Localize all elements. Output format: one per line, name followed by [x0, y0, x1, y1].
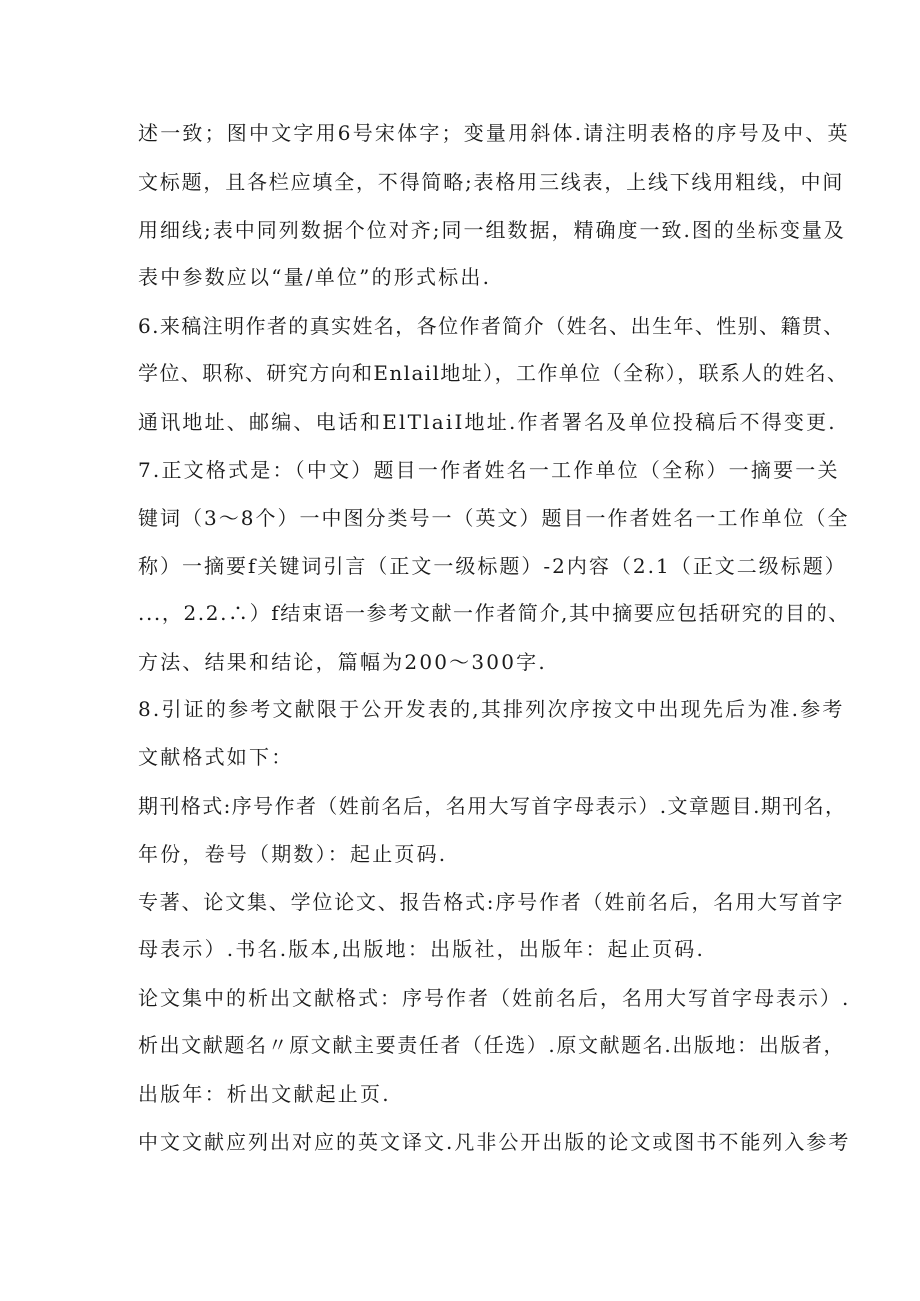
text-line: 文标题，且各栏应填全，不得简略;表格用三线表，上线下线用粗线，中间 [138, 170, 845, 194]
text-line: 方法、结果和结论，篇幅为200〜300字. [138, 650, 547, 674]
text-line: 出版年：析出文献起止页. [138, 1082, 391, 1106]
text-line: 8.引证的参考文献限于公开发表的,其排列次序按文中出现先后为准.参考 [138, 697, 845, 721]
text-line: 文献格式如下： [138, 745, 294, 769]
text-line: 表中参数应以“量/单位”的形式标出. [138, 265, 492, 289]
text-line: 中文文献应列出对应的英文译文.凡非公开出版的论文或图书不能列入参考 [138, 1130, 851, 1154]
text-line: 7.正文格式是：（中文）题目一作者姓名一工作单位（全称）一摘要一关 [138, 458, 840, 482]
text-line: 学位、职称、研究方向和Enlail地址），工作单位（全称），联系人的姓名、 [138, 361, 849, 385]
text-line: 母表示）.书名.版本,出版地：出版社，出版年：起止页码. [138, 937, 706, 961]
text-line: 论文集中的析出文献格式：序号作者（姓前名后，名用大写首字母表示）. [138, 986, 851, 1010]
text-line: 析出文献题名〃原文献主要责任者（任选）.原文献题名.出版地：出版者， [138, 1033, 846, 1057]
text-line: 用细线;表中同列数据个位对齐;同一组数据，精确度一致.图的坐标变量及 [138, 218, 846, 242]
text-line: 键词（3〜8个）一中图分类号一（英文）题目一作者姓名一工作单位（全 [138, 506, 850, 530]
text-line: ...，2.2.∴）f结束语一参考文献一作者简介,其中摘要应包括研究的目的、 [138, 601, 850, 625]
text-line: 述一致；图中文字用6号宋体字；变量用斜体.请注明表格的序号及中、英 [138, 121, 850, 145]
text-line: 6.来稿注明作者的真实姓名，各位作者简介（姓名、出生年、性别、籍贯、 [138, 314, 845, 338]
text-line: 专著、论文集、学位论文、报告格式:序号作者（姓前名后，名用大写首字 [138, 890, 845, 914]
text-line: 通讯地址、邮编、电话和ElTlaiI地址.作者署名及单位投稿后不得变更. [138, 410, 837, 434]
text-line: 称）一摘要f关键词引言（正文一级标题）-2内容（2.1（正文二级标题） [138, 554, 847, 578]
text-line: 年份，卷号（期数）：起止页码. [138, 842, 448, 866]
text-line: 期刊格式:序号作者（姓前名后，名用大写首字母表示）.文章题目.期刊名， [138, 794, 847, 818]
